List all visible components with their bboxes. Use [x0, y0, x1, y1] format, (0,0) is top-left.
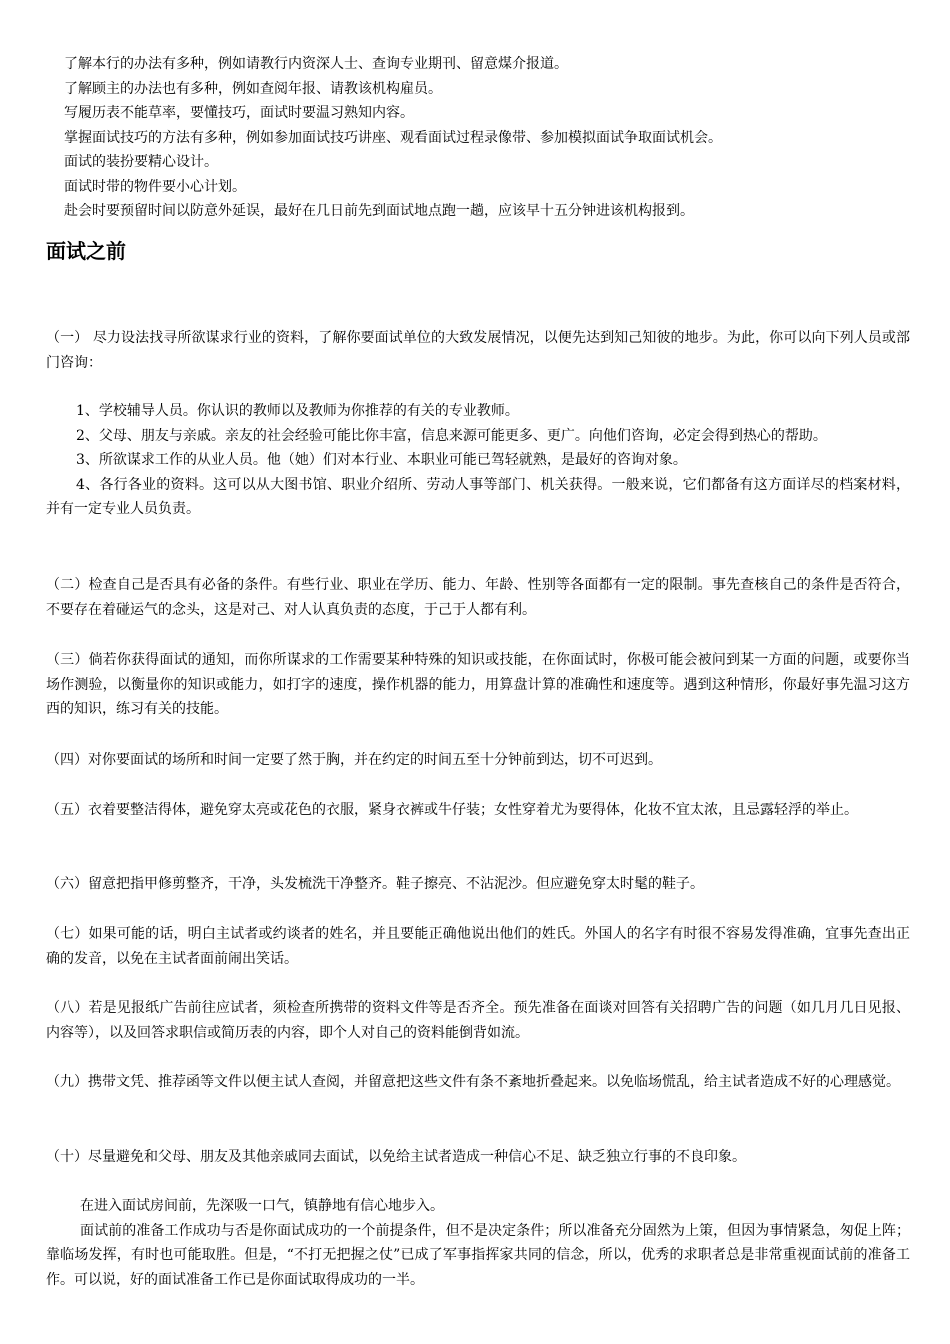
sub-item: 2、父母、朋友与亲戚。亲友的社会经验可能比你丰富，信息来源可能更多、更广。向他们咨询，必定会得到热心的帮助。	[76, 427, 827, 444]
item-10: （十）尽量避免和父母、朋友及其他亲戚同去面试，以免给主试者造成一种信心不足、缺乏独立行事的不良印象。	[46, 1149, 746, 1165]
sub-item: 4、各行各业的资料。这可以从大图书馆、职业介绍所、劳动人事等部门、机关获得。一般来说，它们都备有这方面详尽的档案材料，并有一定专业人员负责。	[46, 476, 910, 517]
item-6: （六）留意把指甲修剪整齐，干净，头发梳洗干净整齐。鞋子擦亮、不沾泥沙。但应避免穿太时髦的鞋子。	[46, 876, 704, 892]
item-9: （九）携带文凭、推荐函等文件以便主试人查阅，并留意把这些文件有条不紊地折叠起来。以免临场慌乱，给主试者造成不好的心理感觉。	[46, 1074, 900, 1090]
item-2: （二）检查自己是否具有必备的条件。有些行业、职业在学历、能力、年龄、性别等各面都有一定的限制。事先查核自己的条件是否符合，不要存在着碰运气的念头，这是对己、对人认真负责的态度，于己于人都有利。	[46, 577, 910, 618]
sub-item-list	[46, 399, 910, 522]
item-7: （七）如果可能的话，明白主试者或约谈者的姓名，并且要能正确他说出他们的姓氏。外国人的名字有时很不容易发得准确，宜事先查出正确的发音，以免在主试者面前闹出笑话。	[46, 926, 910, 967]
closing-paragraph: 在进入面试房间前，先深吸一口气，镇静地有信心地步入。	[80, 1198, 444, 1214]
closing-paragraph: 面试前的准备工作成功与否是你面试成功的一个前提条件，但不是决定条件；所以准备充分固然为上策，但因为事情紧急，匆促上阵；靠临场发挥，有时也可能取胜。但是，“不打无把握之仗”已成了军事指挥家共同的信念，所以，优秀的求职者总是非常重视面试前的准备工作。可以说，好的面试准备工作已是你面试取得成功的一半。	[46, 1222, 910, 1288]
intro-line: 面试时带的物件要小心计划。	[64, 178, 246, 195]
item-5: （五）衣着要整洁得体，避免穿太亮或花色的衣服，紧身衣裤或牛仔装；女性穿着尤为要得体，化妆不宜太浓，且忌露轻浮的举止。	[46, 802, 858, 818]
intro-line: 面试的装扮要精心设计。	[64, 154, 218, 170]
item-1: （一） 尽力设法找寻所欲谋求行业的资料，了解你要面试单位的大致发展情况，以便先达到知己知彼的地步。为此，你可以向下列人员或部门咨询：	[46, 330, 910, 371]
sub-item: 3、所欲谋求工作的从业人员。他（她）们对本行业、本职业可能已驾轻就熟，是最好的咨询对象。	[76, 452, 687, 468]
intro-line: 写履历表不能草率，要懂技巧，面试时要温习熟知内容。	[64, 105, 414, 121]
intro-line: 了解顾主的办法也有多种，例如查阅年报、请教该机构雇员。	[64, 80, 442, 97]
sub-item: 1、学校辅导人员。你认识的教师以及教师为你推荐的有关的专业教师。	[76, 403, 519, 419]
closing-paragraphs	[46, 1194, 910, 1292]
section-heading: 面试之前	[46, 239, 126, 263]
item-8: （八）若是见报纸广告前往应试者，须检查所携带的资料文件等是否齐全。预先准备在面谈对回答有关招聘广告的问题（如几月几日见报、内容等），以及回答求职信或简历表的内容，即个人对自己的资料能倒背如流。	[46, 1000, 910, 1041]
item-4: （四）对你要面试的场所和时间一定要了然于胸，并在约定的时间五至十分钟前到达，切不可迟到。	[46, 752, 662, 768]
item-3: （三）倘若你获得面试的通知，而你所谋求的工作需要某种特殊的知识或技能，在你面试时，你极可能会被问到某一方面的问题，或要你当场作测验，以衡量你的知识或能力，如打字的速度，操作机器的能力，用算盘计算的准确性和速度等。遇到这种情形，你最好事先温习这方西的知识，练习有关的技能。	[46, 652, 910, 717]
intro-line: 掌握面试技巧的方法有多种，例如参加面试技巧讲座、观看面试过程录像带、参加模拟面试争取面试机会。	[64, 129, 722, 146]
intro-list	[64, 52, 924, 224]
intro-line: 赴会时要预留时间以防意外延误，最好在几日前先到面试地点跑一趟，应该早十五分钟进该机构报到。	[64, 203, 694, 219]
intro-line: 了解本行的办法有多种，例如请教行内资深人士、查询专业期刊、留意煤介报道。	[64, 56, 568, 72]
